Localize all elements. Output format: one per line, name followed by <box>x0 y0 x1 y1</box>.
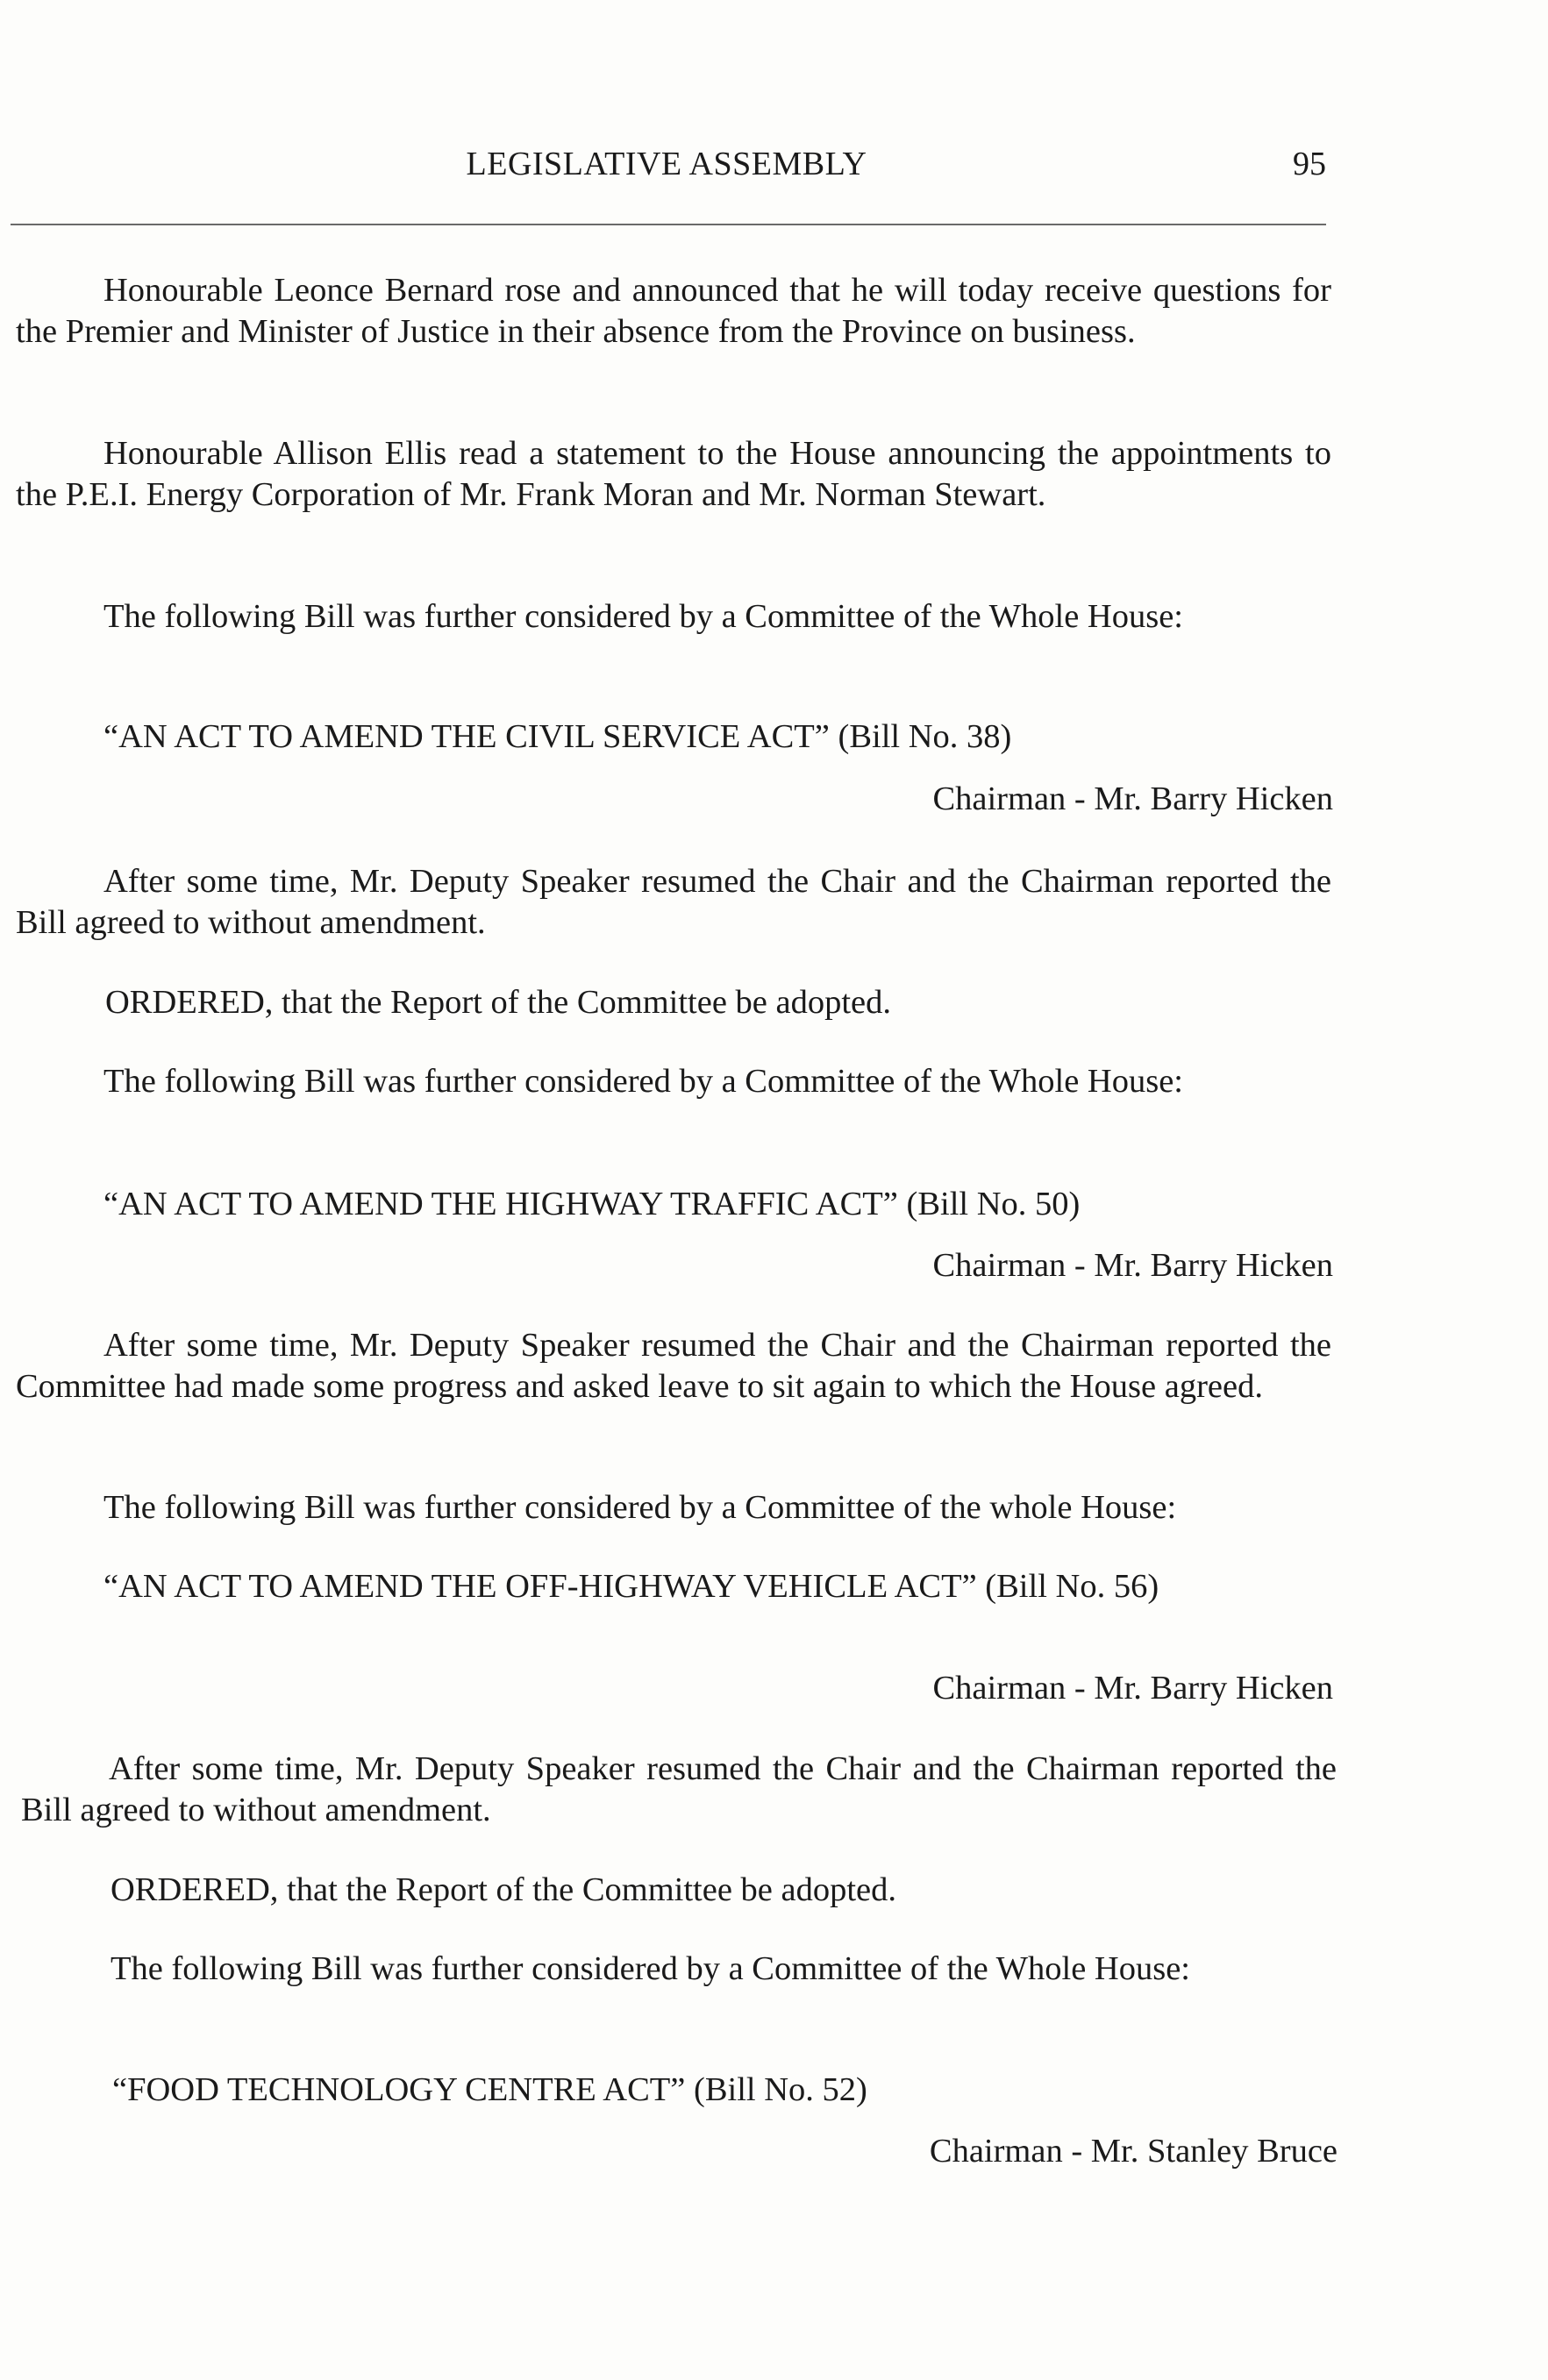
page-number: 95 <box>1293 146 1326 182</box>
bill-title-food-technology-centre: “FOOD TECHNOLOGY CENTRE ACT” (Bill No. 52) <box>112 2071 867 2108</box>
paragraph-progress-report: After some time, Mr. Deputy Speaker resumed the Chair and the Chairman reported the Committee had made some progress and asked leave to sit again to which the House agreed. <box>16 1327 1331 1405</box>
chairman-line-2: Chairman - Mr. Barry Hicken <box>932 1247 1333 1284</box>
bill-title-civil-service: “AN ACT TO AMEND THE CIVIL SERVICE ACT” (Bill No. 38) <box>103 718 1012 755</box>
paragraph-report-2: After some time, Mr. Deputy Speaker resumed the Chair and the Chairman reported the Bill agreed to without amendment. <box>21 1750 1337 1828</box>
chairman-line-3: Chairman - Mr. Barry Hicken <box>932 1670 1333 1707</box>
header-rule <box>11 224 1326 225</box>
ordered-adoption-1: ORDERED, that the Report of the Committee be adopted. <box>105 984 892 1021</box>
paragraph-ellis-statement: Honourable Allison Ellis read a statement to the House announcing the appointments to the P.E.I. Energy Corporation of Mr. Frank Moran and Mr. Norman Stewart. <box>16 435 1331 513</box>
paragraph-report-1: After some time, Mr. Deputy Speaker resumed the Chair and the Chairman reported the Bill agreed to without amendment. <box>16 863 1331 941</box>
bill-title-off-highway-vehicle: “AN ACT TO AMEND THE OFF-HIGHWAY VEHICLE ACT” (Bill No. 56) <box>103 1568 1159 1605</box>
chairman-line-1: Chairman - Mr. Barry Hicken <box>932 780 1333 817</box>
paragraph-bill-consideration-3: The following Bill was further considered by a Committee of the whole House: <box>103 1489 1177 1526</box>
paragraph-bill-consideration-2: The following Bill was further considered by a Committee of the Whole House: <box>103 1063 1184 1100</box>
running-head: LEGISLATIVE ASSEMBLY <box>466 146 867 182</box>
paragraph-bill-consideration-1: The following Bill was further considered by a Committee of the Whole House: <box>103 598 1184 635</box>
page-header <box>0 145 1333 197</box>
paragraph-bill-consideration-4: The following Bill was further considered by a Committee of the Whole House: <box>111 1950 1191 1987</box>
ordered-adoption-2: ORDERED, that the Report of the Committee be adopted. <box>111 1871 897 1908</box>
paragraph-bernard-announcement: Honourable Leonce Bernard rose and announced that he will today receive questions for the Premier and Minister of Justice in their absence from the Province on business. <box>16 272 1331 350</box>
bill-title-highway-traffic: “AN ACT TO AMEND THE HIGHWAY TRAFFIC ACT” (Bill No. 50) <box>103 1186 1081 1222</box>
chairman-line-4: Chairman - Mr. Stanley Bruce <box>929 2133 1338 2170</box>
